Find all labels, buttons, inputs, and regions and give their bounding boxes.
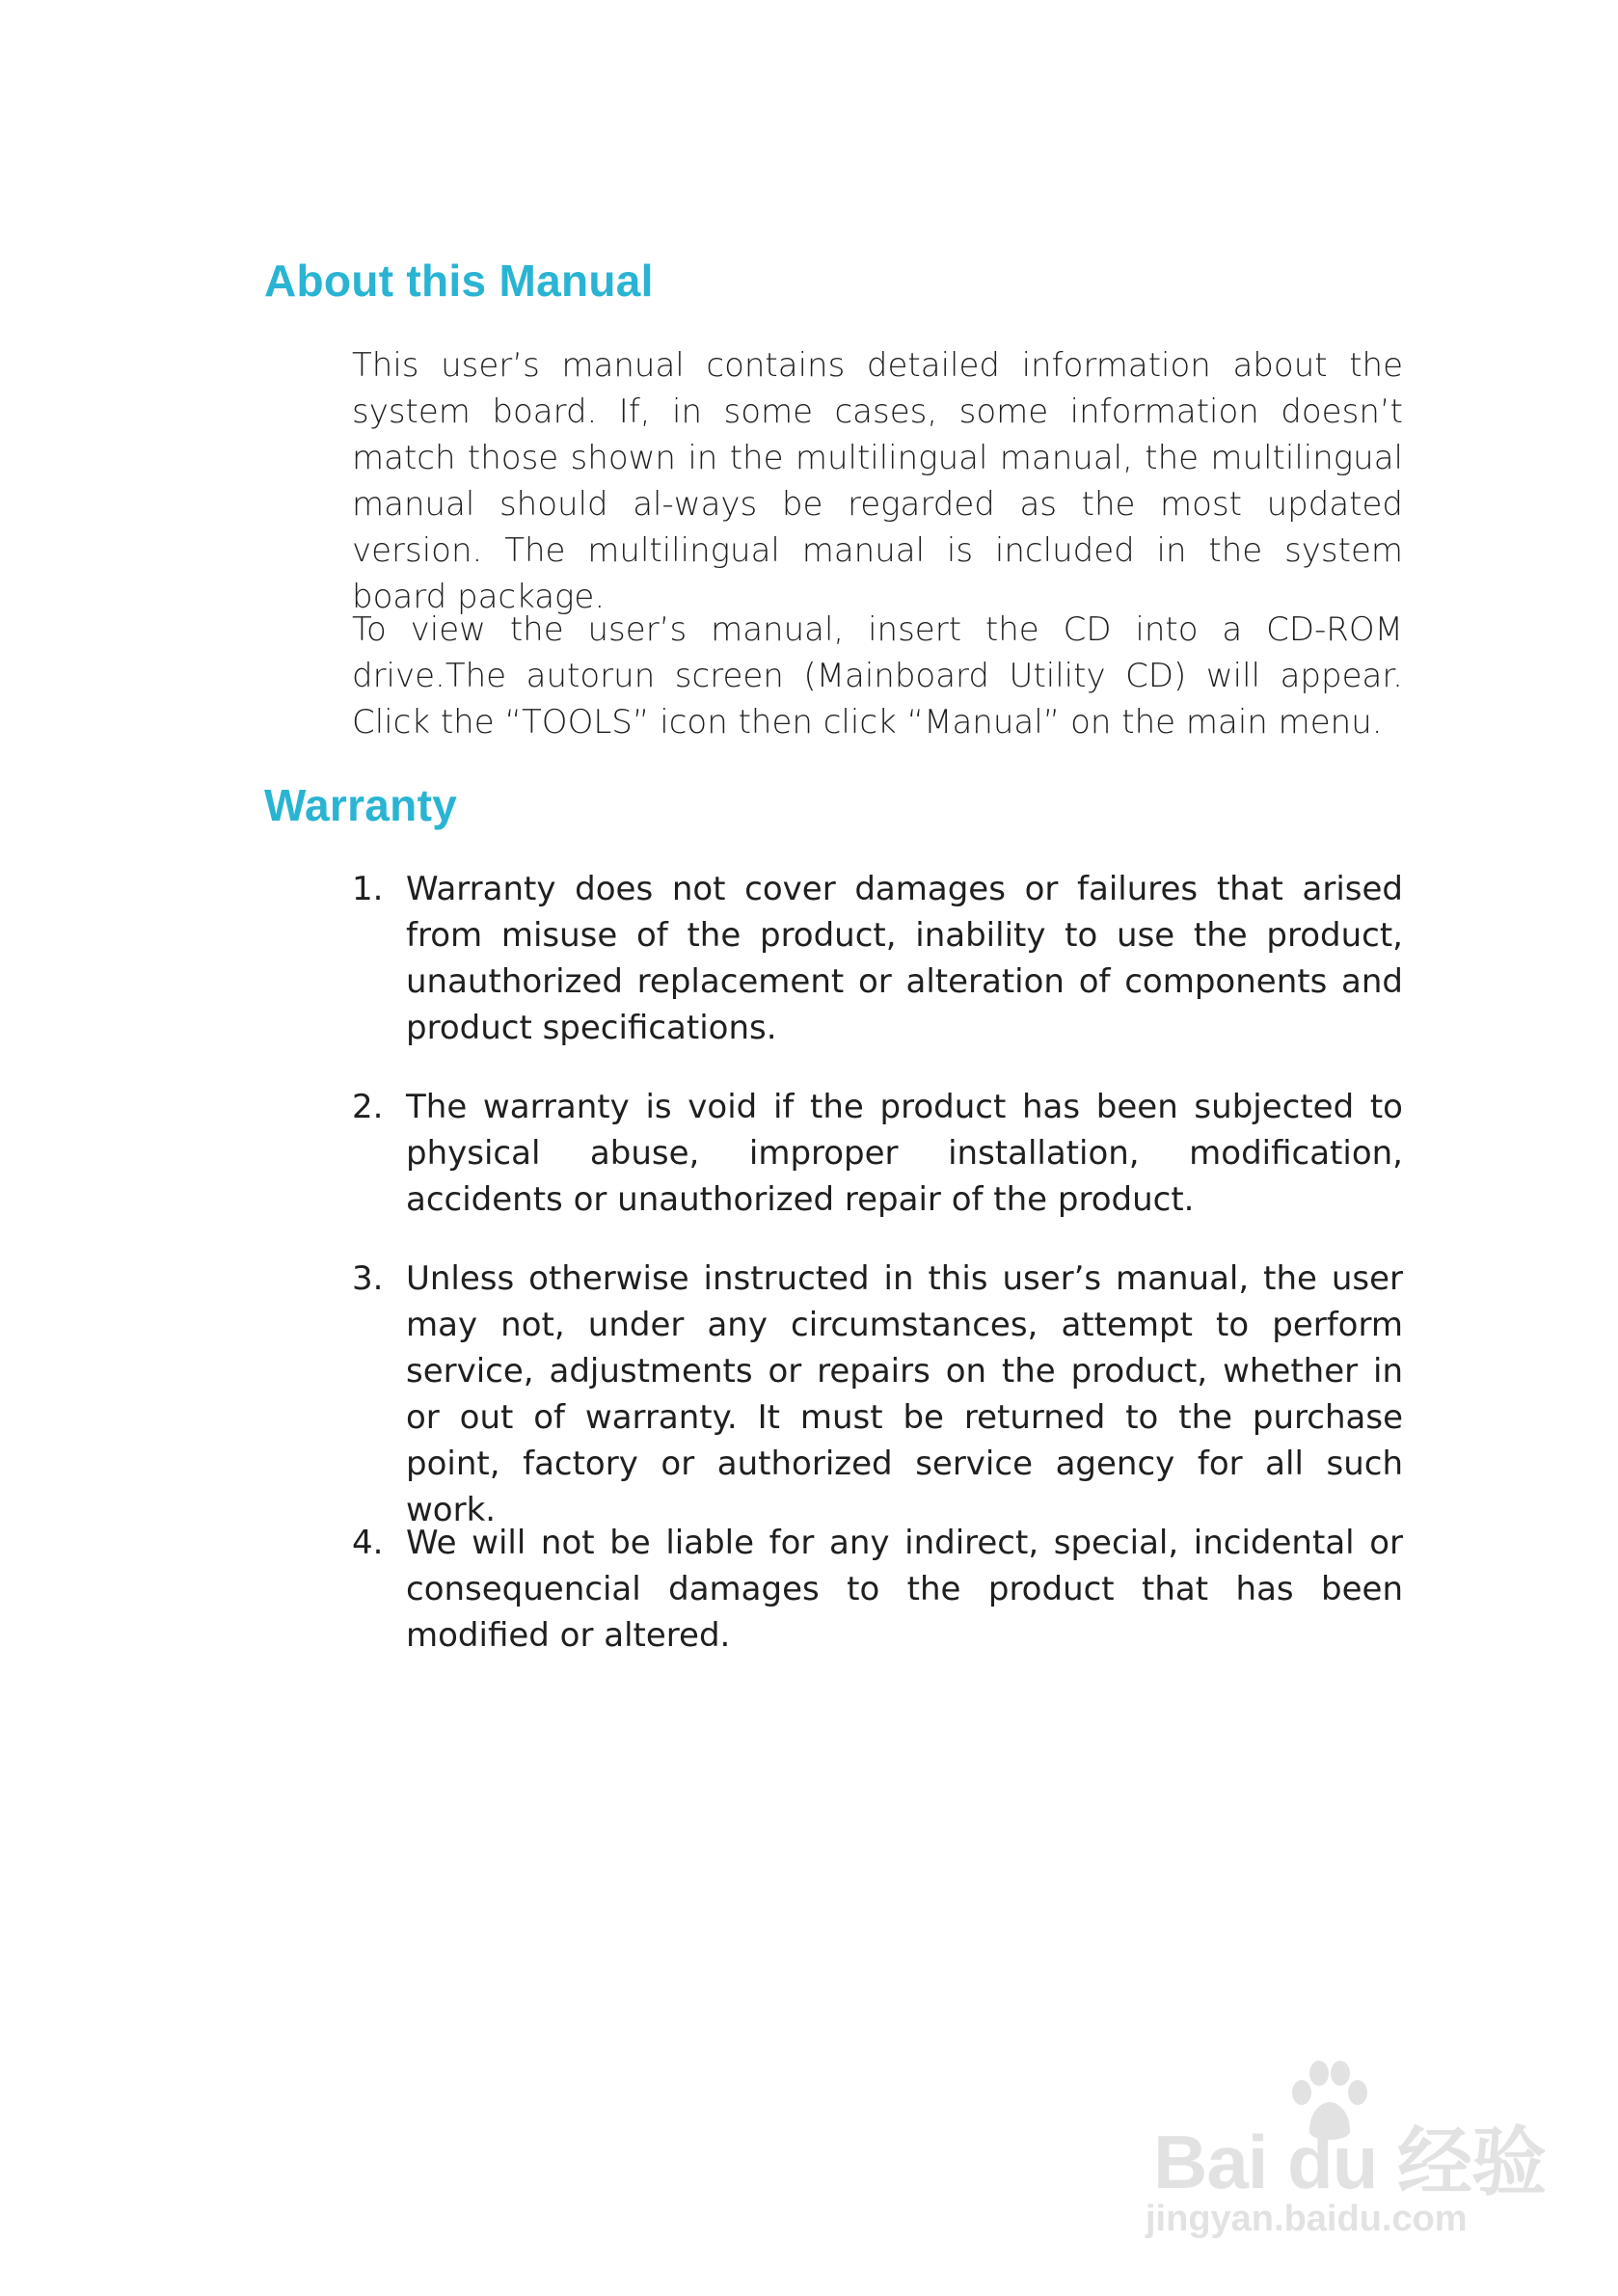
- about-manual-heading: About this Manual: [264, 256, 654, 306]
- watermark-brand: Bai du 经验: [1153, 2120, 1547, 2204]
- watermark-url: jingyan.baidu.com: [1146, 2199, 1468, 2239]
- warranty-item-number: 2.: [352, 1088, 384, 1126]
- about-paragraph-1: This user’s manual contains detailed information about the system board. If, in some cases, some information doesn’t match those shown in the multilingual manual, the multilingual manual should al-ways be regarded as the most updated version. The multilingual manual is included in the system board package.: [352, 346, 1403, 616]
- baidu-watermark: [1146, 2056, 1551, 2239]
- warranty-item-text: We will not be liable for any indirect, special, incidental or consequencial damages to the product that has been modified or altered.: [406, 1524, 1403, 1655]
- about-paragraph-2: To view the user’s manual, insert the CD into a CD-ROM drive.The autorun screen (Mainboard Utility CD) will appear. Click the “TOOLS” icon then click “Manual” on the main menu.: [352, 610, 1403, 742]
- warranty-heading: Warranty: [264, 780, 458, 830]
- warranty-item-text: Warranty does not cover damages or failures that arised from misuse of the product, inability to use the product, unauthorized replacement or alteration of components and product specifications.: [406, 870, 1403, 1047]
- warranty-item-text: Unless otherwise instructed in this user’s manual, the user may not, under any circumstances, attempt to perform service, adjustments or repairs on the product, whether in or out of warranty. It must be returned to the purchase point, factory or authorized service agency for all such work.: [406, 1259, 1403, 1529]
- warranty-item-number: 1.: [352, 870, 384, 908]
- warranty-item-number: 3.: [352, 1259, 384, 1298]
- warranty-item-number: 4.: [352, 1524, 384, 1562]
- warranty-item-text: The warranty is void if the product has been subjected to physical abuse, improper installation, modification, accidents or unauthorized repair of the product.: [406, 1088, 1403, 1219]
